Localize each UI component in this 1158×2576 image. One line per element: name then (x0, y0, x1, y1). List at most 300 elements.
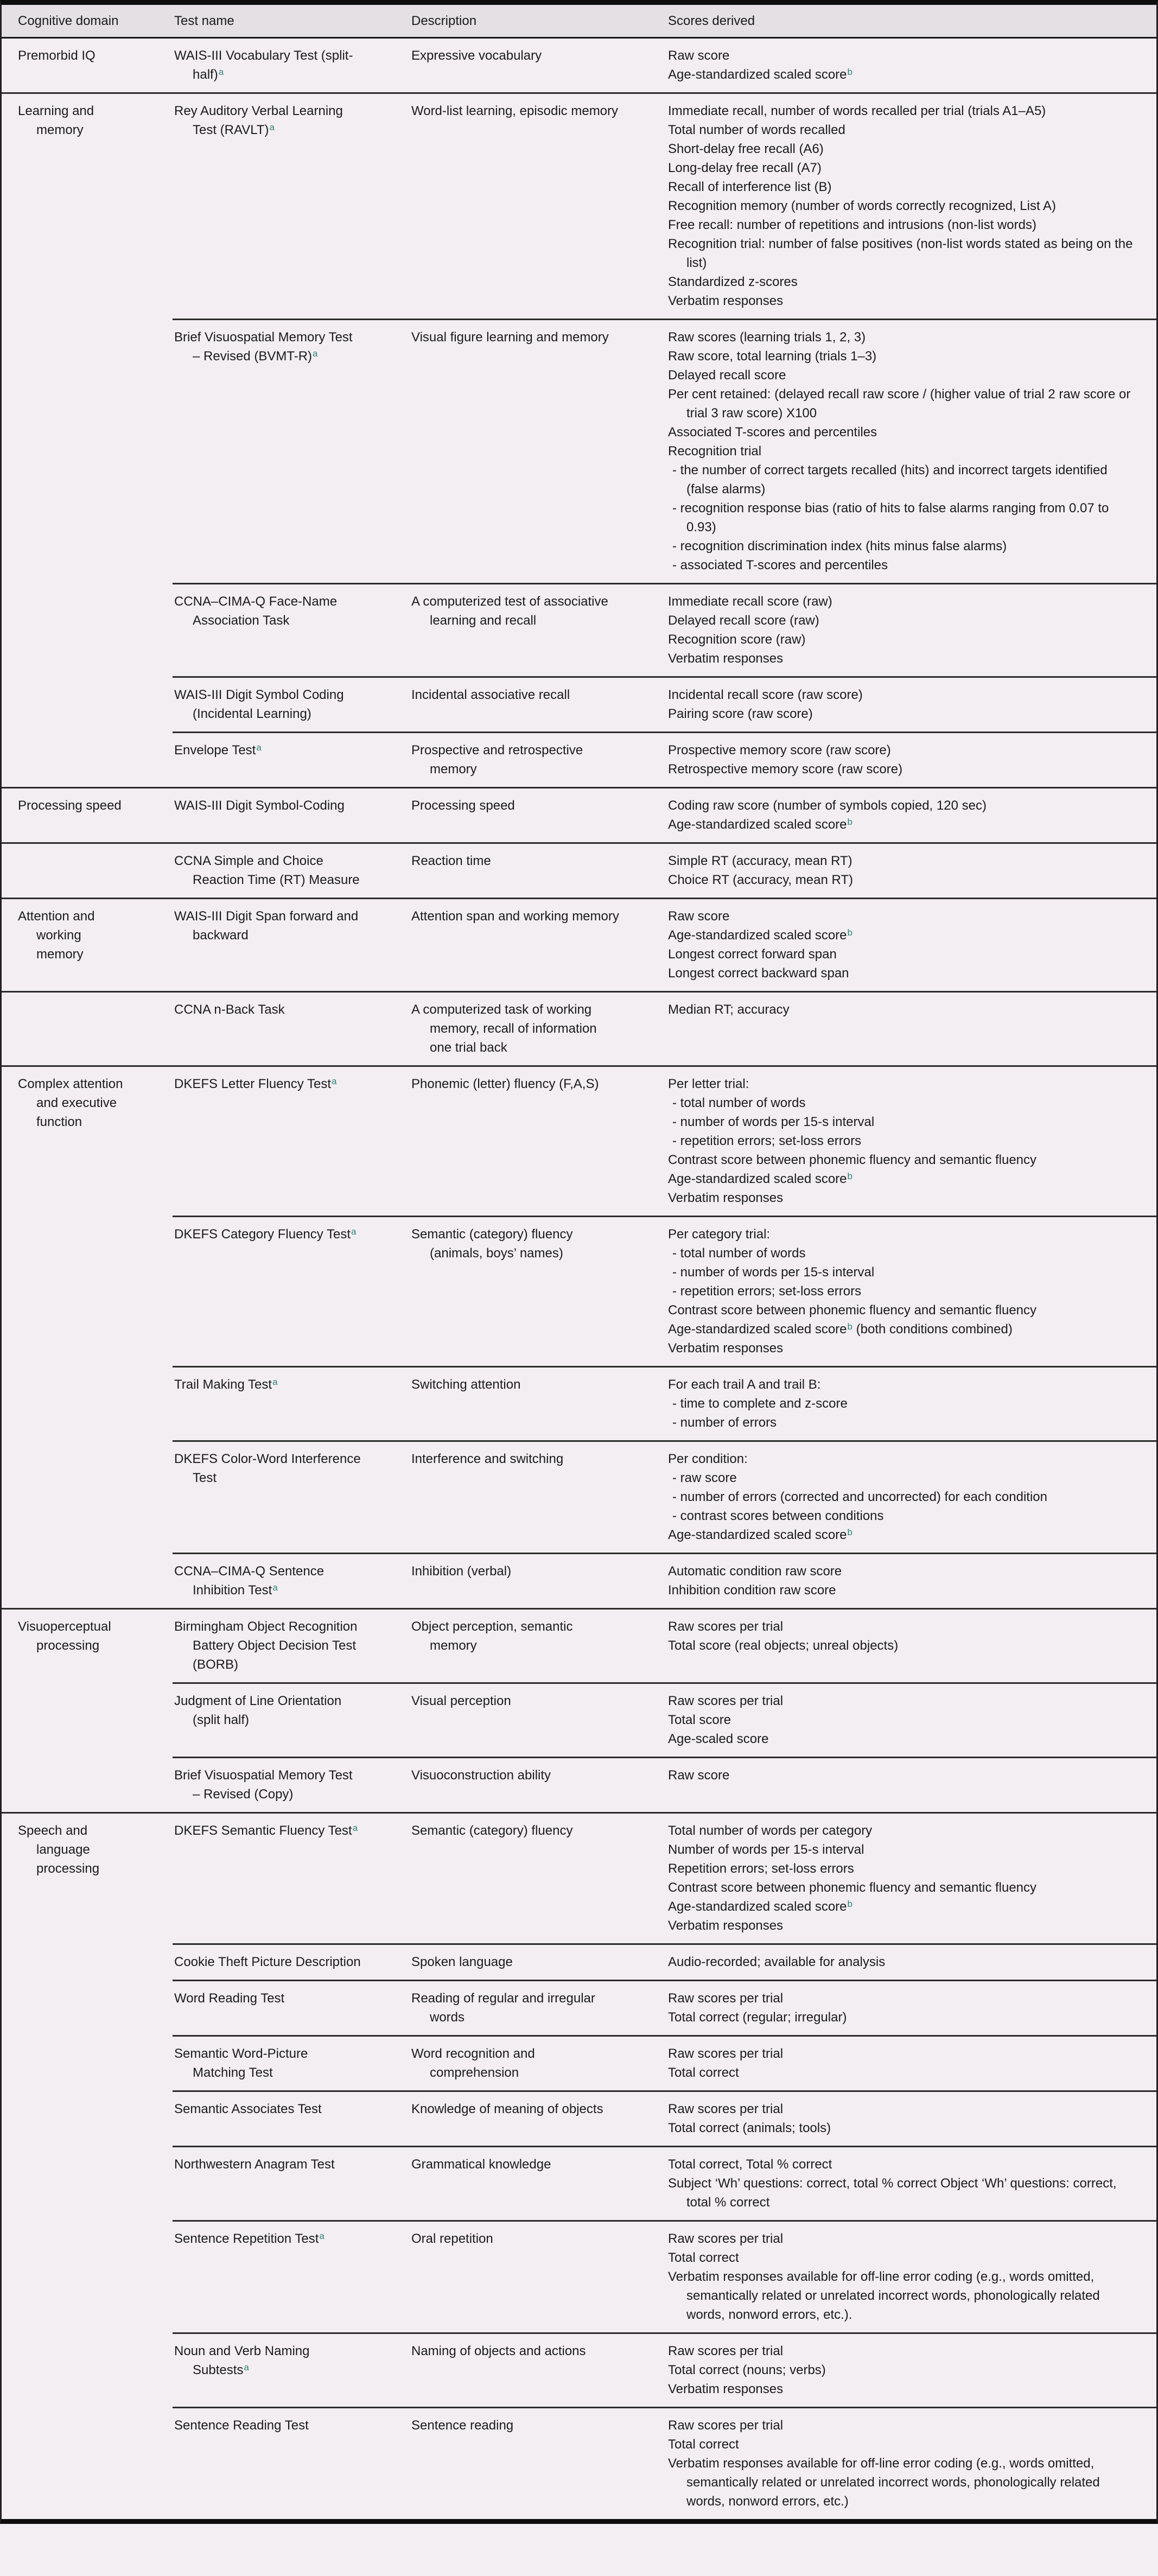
test-name-label: Trail Making Test$^a$ (174, 1377, 278, 1392)
description-label: Object perception, semantic memory (411, 1619, 573, 1653)
score-item: Age-standardized scaled score$^b$ (both conditions combined) (668, 1321, 1013, 1337)
cognitive-domain-cell (2, 101, 156, 310)
score-item: Total correct (668, 2250, 739, 2265)
cognitive-domain-cell (2, 1449, 156, 1544)
description-label: Attention span and working memory (411, 909, 619, 924)
footnote-marker-a[interactable]: a (352, 1823, 358, 1833)
score-item: Long-delay free recall (A7) (668, 161, 822, 175)
description-label: Word-list learning, episodic memory (411, 104, 619, 118)
cognitive-domain-cell (2, 741, 156, 779)
score-item: Raw score (668, 48, 730, 63)
cognitive-domain-cell (2, 685, 156, 723)
test-name-cell (156, 2155, 395, 2212)
score-item: Free recall: number of repetitions and intrusions (non-list words) (668, 218, 1036, 232)
description-cell (395, 907, 652, 983)
footnote-marker-b[interactable]: b (847, 1899, 852, 1909)
test-name-label: Rey Auditory Verbal Learning Test (RAVLT)$^a$ (174, 104, 343, 137)
test-row (2, 1554, 1156, 1608)
score-item: Verbatim responses (668, 1341, 784, 1356)
score-item: Short-delay free recall (A6) (668, 142, 824, 156)
cognitive-domain-cell (2, 2100, 156, 2138)
description-label: Semantic (category) fluency (411, 1823, 573, 1838)
test-name-cell (156, 2100, 395, 2138)
description-cell (395, 2100, 652, 2138)
table-body (2, 39, 1156, 2519)
score-item: Repetition errors; set-loss errors (668, 1861, 854, 1876)
cognitive-domain-cell (2, 907, 156, 983)
footnote-marker-a[interactable]: a (351, 1226, 357, 1237)
score-item: Total correct (668, 2065, 739, 2080)
test-name-label: WAIS-III Digit Symbol-Coding (174, 798, 345, 813)
test-row (2, 2334, 1156, 2407)
description-cell (395, 851, 652, 889)
test-row (2, 899, 1156, 991)
test-name-label: WAIS-III Digit Symbol Coding (Incidental Learning) (174, 688, 344, 721)
scores-derived-cell (652, 2044, 1156, 2082)
test-row (2, 733, 1156, 787)
score-item: Choice RT (accuracy, mean RT) (668, 873, 854, 887)
score-item: - associated T-scores and percentiles (672, 558, 888, 573)
description-cell (395, 2044, 652, 2082)
test-row (2, 844, 1156, 898)
description-label: Switching attention (411, 1377, 521, 1392)
test-name-label: CCNA Simple and Choice Reaction Time (RT) Measure (174, 854, 360, 887)
test-name-cell (156, 2416, 395, 2511)
score-item: Age-standardized scaled score$^b$ (668, 1171, 852, 1186)
score-item: Audio-recorded; available for analysis (668, 1955, 886, 1969)
score-item: Verbatim responses available for off-line error coding (e.g., words omitted, semantically related or unrelated incorrect words, phonologically related words, nonword errors, etc.). (668, 2269, 1100, 2322)
cognitive-domain-cell (2, 1766, 156, 1804)
description-label: Visuoconstruction ability (411, 1768, 551, 1783)
test-name-cell (156, 1225, 395, 1358)
score-item: Immediate recall, number of words recalled per trial (trials A1–A5) (668, 104, 1046, 118)
column-header-scores-derived: Scores derived (668, 14, 755, 28)
cognitive-domain-cell (2, 328, 156, 575)
scores-derived-cell (652, 1989, 1156, 2027)
cognitive-domain-label: Visuoperceptual processing (18, 1619, 111, 1653)
scores-derived-cell (652, 1000, 1156, 1057)
score-item: Longest correct forward span (668, 947, 837, 962)
score-item: Raw score (668, 909, 730, 924)
description-label: Processing speed (411, 798, 515, 813)
cognitive-domain-cell (2, 1000, 156, 1057)
test-row (2, 1814, 1156, 1943)
footnote-marker-b[interactable]: b (847, 67, 852, 77)
test-row (2, 1981, 1156, 2035)
footnote-marker-a[interactable]: a (313, 348, 318, 359)
cognitive-domain-cell (2, 1691, 156, 1748)
footnote-marker-a[interactable]: a (244, 2362, 249, 2373)
score-item: Immediate recall score (raw) (668, 594, 832, 609)
score-item: Verbatim responses (668, 1918, 784, 1933)
scores-derived-cell (652, 328, 1156, 575)
description-label: Oral repetition (411, 2231, 493, 2246)
test-row (2, 584, 1156, 676)
score-item: Total correct (animals; tools) (668, 2121, 831, 2135)
score-item: Verbatim responses (668, 651, 784, 666)
test-row (2, 993, 1156, 1065)
score-item: Raw scores per trial (668, 1619, 784, 1634)
score-item: Contrast score between phonemic fluency and semantic fluency (668, 1153, 1037, 1167)
test-name-cell (156, 46, 395, 84)
cognitive-domain-cell (2, 2416, 156, 2511)
cognitive-domain-cell (2, 1952, 156, 1971)
footnote-marker-a[interactable]: a (319, 2231, 325, 2241)
test-name-label: WAIS-III Digit Span forward and backward (174, 909, 359, 943)
cognitive-domain-cell (2, 1225, 156, 1358)
score-item: Total correct, Total % correct (668, 2157, 832, 2172)
test-name-label: Brief Visuospatial Memory Test – Revised (Copy) (174, 1768, 353, 1802)
test-name-label: Sentence Repetition Test$^a$ (174, 2231, 325, 2246)
description-label: Expressive vocabulary (411, 48, 542, 63)
test-row (2, 2147, 1156, 2220)
test-name-cell (156, 2044, 395, 2082)
score-item: Per cent retained: (delayed recall raw score / (higher value of trial 2 raw score or trial 3 raw score) X100 (668, 387, 1131, 421)
score-item: - recognition discrimination index (hits minus false alarms) (672, 539, 1007, 554)
test-name-label: Sentence Reading Test (174, 2418, 309, 2433)
score-item: Recognition score (raw) (668, 632, 806, 647)
score-item: - recognition response bias (ratio of hits to false alarms ranging from 0.07 to 0.93) (672, 501, 1109, 535)
test-name-label: Northwestern Anagram Test (174, 2157, 335, 2172)
score-item: Raw score, total learning (trials 1–3) (668, 349, 877, 364)
scores-derived-cell (652, 1691, 1156, 1748)
test-name-cell (156, 1766, 395, 1804)
cognitive-domain-cell (2, 1074, 156, 1207)
description-label: Sentence reading (411, 2418, 514, 2433)
score-item: Per condition: (668, 1452, 748, 1466)
test-name-label: DKEFS Letter Fluency Test$^a$ (174, 1076, 337, 1091)
description-cell (395, 1766, 652, 1804)
description-label: Knowledge of meaning of objects (411, 2102, 603, 2116)
description-cell (395, 685, 652, 723)
cognitive-domain-cell (2, 2229, 156, 2324)
test-row (2, 1945, 1156, 1980)
score-item: - contrast scores between conditions (672, 1509, 884, 1523)
score-item: Automatic condition raw score (668, 1564, 842, 1579)
test-name-cell (156, 1562, 395, 1600)
score-item: Raw scores per trial (668, 2046, 784, 2061)
description-label: Reaction time (411, 854, 491, 868)
test-row (2, 2037, 1156, 2090)
description-label: Incidental associative recall (411, 688, 570, 702)
footnote-marker-a[interactable]: a (272, 1377, 278, 1387)
test-row (2, 1758, 1156, 1812)
test-row (2, 1442, 1156, 1553)
test-row (2, 94, 1156, 319)
description-label: Visual perception (411, 1694, 511, 1708)
test-name-cell (156, 1691, 395, 1748)
cognitive-domain-cell (2, 1562, 156, 1600)
footnote-marker-a[interactable]: a (218, 67, 224, 77)
test-name-cell (156, 851, 395, 889)
test-row (2, 1684, 1156, 1757)
score-item: Longest correct backward span (668, 966, 849, 981)
test-name-cell (156, 1375, 395, 1432)
score-item: - total number of words (672, 1096, 806, 1110)
cognitive-domain-cell (2, 1821, 156, 1935)
test-row (2, 320, 1156, 583)
footnote-marker-a[interactable]: a (332, 1076, 337, 1086)
description-cell (395, 1989, 652, 2027)
score-item: Verbatim responses (668, 2382, 784, 2396)
description-cell (395, 2416, 652, 2511)
description-label: Naming of objects and actions (411, 2344, 586, 2358)
score-item: Age-standardized scaled score$^b$ (668, 1527, 852, 1542)
score-item: Raw scores per trial (668, 2344, 784, 2358)
description-cell (395, 2155, 652, 2212)
scores-derived-cell (652, 46, 1156, 84)
footnote-marker-a[interactable]: a (272, 1582, 278, 1593)
score-item: Recognition trial: number of false positives (non-list words stated as being on the list) (668, 237, 1133, 270)
scores-derived-cell (652, 1952, 1156, 1971)
test-name-label: Envelope Test$^a$ (174, 742, 262, 758)
scores-derived-cell (652, 1821, 1156, 1935)
description-cell (395, 1952, 652, 1971)
cognitive-domain-label: Learning and memory (18, 104, 94, 137)
score-item: - number of words per 15-s interval (672, 1115, 875, 1129)
description-cell (395, 796, 652, 834)
score-item: Contrast score between phonemic fluency and semantic fluency (668, 1303, 1037, 1318)
cognitive-domain-cell (2, 592, 156, 668)
test-name-label: DKEFS Color-Word Interference Test (174, 1452, 361, 1485)
description-cell (395, 1691, 652, 1748)
scores-derived-cell (652, 1449, 1156, 1544)
cognitive-domain-label: Premorbid IQ (18, 48, 96, 63)
test-name-label: DKEFS Category Fluency Test$^a$ (174, 1226, 357, 1242)
score-item: For each trail A and trail B: (668, 1377, 821, 1392)
description-label: A computerized test of associative learning and recall (411, 594, 608, 628)
score-item: Total score (668, 1713, 731, 1727)
test-name-label: Word Reading Test (174, 1991, 285, 2006)
test-name-cell (156, 1821, 395, 1935)
scores-derived-cell (652, 851, 1156, 889)
score-item: Inhibition condition raw score (668, 1583, 836, 1598)
scores-derived-cell (652, 2416, 1156, 2511)
cognitive-domain-label: Speech and language processing (18, 1823, 100, 1876)
score-item: - time to complete and z-score (672, 1396, 848, 1411)
description-cell (395, 2229, 652, 2324)
description-label: Spoken language (411, 1955, 513, 1969)
score-item: Delayed recall score (668, 368, 786, 383)
score-item: Standardized z-scores (668, 275, 798, 289)
test-name-cell (156, 2229, 395, 2324)
cognitive-domain-cell (2, 1617, 156, 1674)
test-name-cell (156, 1617, 395, 1674)
column-header-cognitive-domain: Cognitive domain (18, 14, 119, 28)
scores-derived-cell (652, 1074, 1156, 1207)
cognitive-domain-cell (2, 796, 156, 834)
footnote-marker-a[interactable]: a (256, 742, 262, 753)
table-header-row (2, 5, 1156, 39)
score-item: - number of words per 15-s interval (672, 1265, 875, 1280)
score-item: Raw scores per trial (668, 2231, 784, 2246)
score-item: Recognition trial (668, 444, 762, 459)
score-item: - raw score (672, 1471, 737, 1485)
cognitive-domain-cell (2, 851, 156, 889)
score-item: Total correct (nouns; verbs) (668, 2363, 826, 2377)
description-cell (395, 1562, 652, 1600)
test-row (2, 2408, 1156, 2519)
scores-derived-cell (652, 1375, 1156, 1432)
description-label: Semantic (category) fluency (animals, boys’ names) (411, 1227, 573, 1261)
description-label: Phonemic (letter) fluency (F,A,S) (411, 1077, 599, 1091)
score-item: - repetition errors; set-loss errors (672, 1284, 862, 1299)
description-cell (395, 1617, 652, 1674)
score-item: Prospective memory score (raw score) (668, 743, 891, 758)
score-item: - number of errors (corrected and uncorrected) for each condition (672, 1490, 1047, 1504)
score-item: Verbatim responses available for off-line error coding (e.g., words omitted, semantically related or unrelated incorrect words, phonologically related words, nonword errors, etc.) (668, 2456, 1100, 2509)
score-item: - the number of correct targets recalled (hits) and incorrect targets identified (false alarms) (672, 463, 1108, 497)
score-item: Total score (real objects; unreal objects) (668, 1638, 899, 1653)
test-name-label: Cookie Theft Picture Description (174, 1955, 361, 1969)
scores-derived-cell (652, 1617, 1156, 1674)
score-item: Pairing score (raw score) (668, 707, 813, 721)
test-name-label: CCNA–CIMA-Q Sentence Inhibition Test$^a$ (174, 1564, 325, 1598)
scores-derived-cell (652, 2342, 1156, 2399)
test-name-cell (156, 1074, 395, 1207)
test-row (2, 39, 1156, 92)
cognitive-domain-label: Processing speed (18, 798, 122, 813)
column-header-description: Description (411, 14, 477, 28)
description-cell (395, 1225, 652, 1358)
score-item: Age-scaled score (668, 1732, 769, 1746)
scores-derived-cell (652, 2100, 1156, 2138)
cognitive-domain-label: Complex attention and executive function (18, 1077, 123, 1129)
score-item: Coding raw score (number of symbols copied, 120 sec) (668, 798, 987, 813)
test-name-cell (156, 1449, 395, 1544)
test-name-cell (156, 741, 395, 779)
score-item: Raw scores per trial (668, 2102, 784, 2116)
cognitive-domain-cell (2, 2155, 156, 2212)
test-name-cell (156, 101, 395, 310)
description-cell (395, 1000, 652, 1057)
test-row (2, 1217, 1156, 1366)
score-item: Associated T-scores and percentiles (668, 425, 877, 440)
scores-derived-cell (652, 1562, 1156, 1600)
score-item: Raw score (668, 1768, 730, 1783)
test-name-label: Semantic Word-Picture Matching Test (174, 2046, 308, 2080)
score-item: - repetition errors; set-loss errors (672, 1134, 862, 1148)
description-cell (395, 101, 652, 310)
test-row (2, 2092, 1156, 2146)
score-item: Total number of words per category (668, 1823, 873, 1838)
description-label: Grammatical knowledge (411, 2157, 551, 2172)
test-name-cell (156, 796, 395, 834)
scores-derived-cell (652, 796, 1156, 834)
score-item: Per category trial: (668, 1227, 771, 1242)
test-row (2, 1067, 1156, 1216)
test-name-label: DKEFS Semantic Fluency Test$^a$ (174, 1823, 358, 1838)
score-item: Age-standardized scaled score$^b$ (668, 1899, 852, 1914)
score-item: Simple RT (accuracy, mean RT) (668, 854, 852, 868)
test-row (2, 1367, 1156, 1440)
score-item: Raw scores per trial (668, 1694, 784, 1708)
scores-derived-cell (652, 1225, 1156, 1358)
scores-derived-cell (652, 2229, 1156, 2324)
score-item: Retrospective memory score (raw score) (668, 762, 903, 777)
test-row (2, 788, 1156, 842)
scores-derived-cell (652, 592, 1156, 668)
test-row (2, 2222, 1156, 2332)
score-item: Recognition memory (number of words correctly recognized, List A) (668, 199, 1056, 213)
cognitive-domain-cell (2, 2044, 156, 2082)
test-name-cell (156, 2342, 395, 2399)
description-label: Interference and switching (411, 1452, 564, 1466)
test-name-cell (156, 685, 395, 723)
test-name-cell (156, 1989, 395, 2027)
description-cell (395, 2342, 652, 2399)
description-label: A computerized task of working memory, recall of information one trial back (411, 1002, 597, 1055)
score-item: - total number of words (672, 1246, 806, 1261)
scores-derived-cell (652, 1766, 1156, 1804)
scores-derived-cell (652, 741, 1156, 779)
score-item: Verbatim responses (668, 1191, 784, 1205)
footnote-marker-b[interactable]: b (847, 817, 852, 827)
cognitive-domain-cell (2, 1375, 156, 1432)
score-item: Verbatim responses (668, 294, 784, 308)
description-cell (395, 1449, 652, 1544)
test-name-label: Judgment of Line Orientation (split half) (174, 1694, 342, 1727)
description-cell (395, 741, 652, 779)
cognitive-domain-label: Attention and working memory (18, 909, 95, 962)
description-cell (395, 592, 652, 668)
score-item: Median RT; accuracy (668, 1002, 790, 1017)
description-cell (395, 46, 652, 84)
test-name-cell (156, 592, 395, 668)
test-name-label: Birmingham Object Recognition Battery Object Decision Test (BORB) (174, 1619, 358, 1672)
cognitive-domain-cell (2, 46, 156, 84)
footnote-marker-b[interactable]: b (847, 1171, 852, 1181)
score-item: Per letter trial: (668, 1077, 749, 1091)
footnote-marker-b[interactable]: b (847, 1321, 852, 1332)
description-label: Inhibition (verbal) (411, 1564, 512, 1579)
test-name-cell (156, 907, 395, 983)
score-item: Total number of words recalled (668, 123, 845, 137)
test-name-cell (156, 1000, 395, 1057)
cognitive-domain-cell (2, 2342, 156, 2399)
test-name-label: Noun and Verb Naming Subtests$^a$ (174, 2344, 310, 2377)
test-row (2, 678, 1156, 732)
footnote-marker-a[interactable]: a (269, 122, 275, 132)
score-item: Raw scores (learning trials 1, 2, 3) (668, 330, 866, 345)
score-item: Raw scores per trial (668, 2418, 784, 2433)
test-name-label: CCNA–CIMA-Q Face-Name Association Task (174, 594, 338, 628)
column-header-test-name: Test name (174, 14, 234, 28)
scores-derived-cell (652, 2155, 1156, 2212)
score-item: Total correct (regular; irregular) (668, 2010, 847, 2025)
score-item: - number of errors (672, 1415, 777, 1430)
description-label: Word recognition and comprehension (411, 2046, 535, 2080)
footnote-marker-b[interactable]: b (847, 1527, 852, 1537)
footnote-marker-b[interactable]: b (847, 927, 852, 938)
score-item: Subject ‘Wh’ questions: correct, total % correct Object ‘Wh’ questions: correct, total % correct (668, 2176, 1117, 2210)
scores-derived-cell (652, 685, 1156, 723)
score-item: Delayed recall score (raw) (668, 613, 819, 628)
description-label: Visual figure learning and memory (411, 330, 609, 345)
test-name-cell (156, 1952, 395, 1971)
score-item: Number of words per 15-s interval (668, 1842, 864, 1857)
score-item: Total correct (668, 2437, 739, 2452)
description-label: Prospective and retrospective memory (411, 743, 583, 777)
description-cell (395, 328, 652, 575)
scores-derived-cell (652, 101, 1156, 310)
test-name-label: Brief Visuospatial Memory Test – Revised (BVMT-R)$^a$ (174, 330, 353, 364)
description-label: Reading of regular and irregular words (411, 1991, 595, 2025)
score-item: Recall of interference list (B) (668, 180, 832, 194)
test-name-cell (156, 328, 395, 575)
test-name-label: WAIS-III Vocabulary Test (split-half)$^a$ (174, 48, 353, 82)
description-cell (395, 1074, 652, 1207)
